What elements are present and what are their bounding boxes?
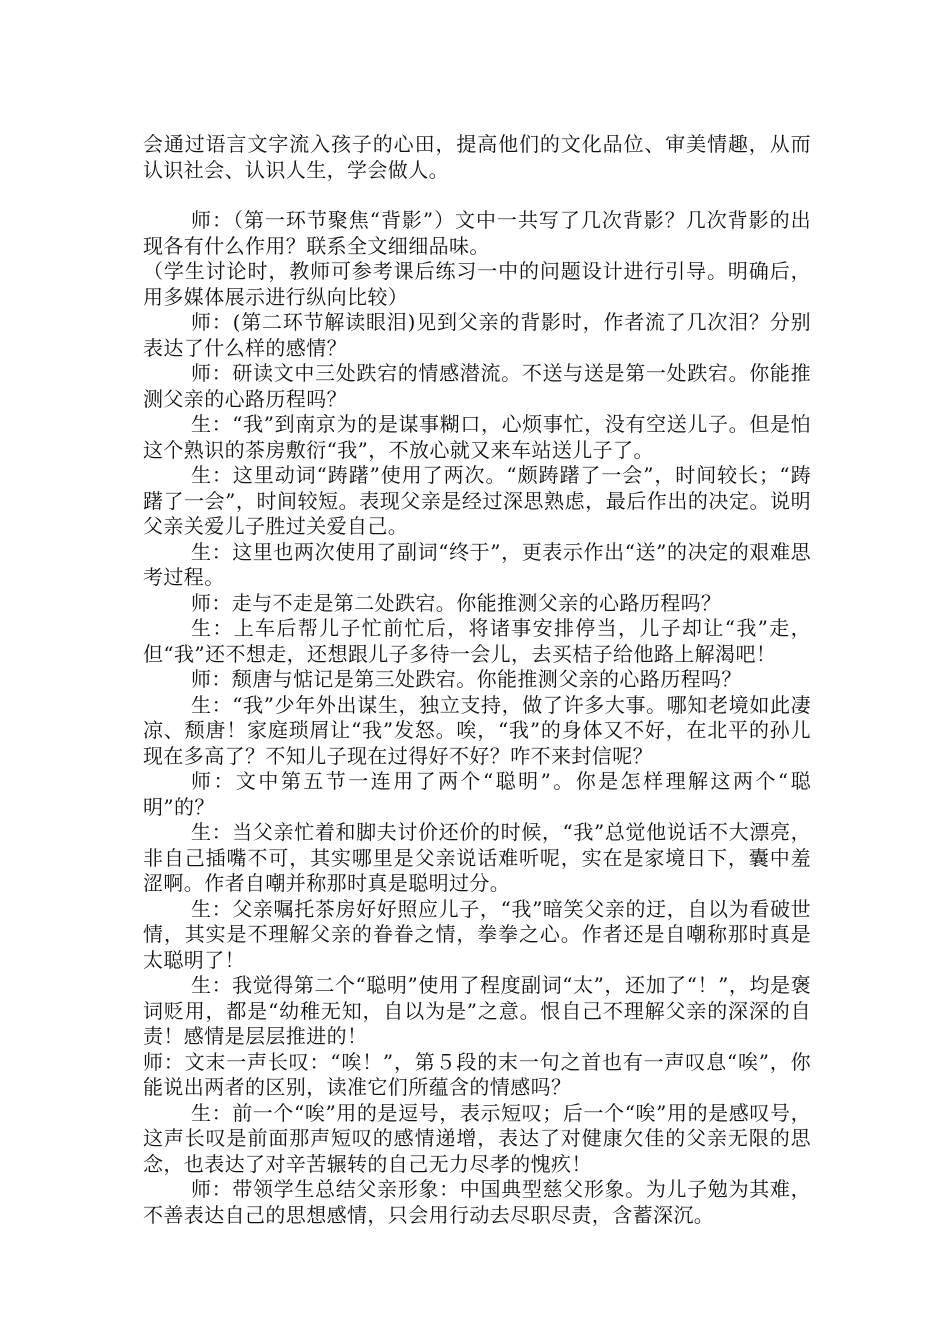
paragraph-teacher-back-view: 师：（第一环节聚焦“背影”）文中一共写了几次背影？几次背影的出现各有什么作用？联系全文细细品味。	[143, 208, 811, 258]
paragraph-student-oranges: 生：上车后帮儿子忙前忙后，将诸事安排停当，儿子却让“我”走，但“我”还不想走，还想跟儿子多待一会儿，去买桔子给他路上解渴吧！	[143, 616, 811, 666]
paragraph-teacher-second-turn: 师：走与不走是第二处跌宕。你能推测父亲的心路历程吗？	[191, 590, 722, 615]
paragraph-student-hesitate: 生：这里动词“踌躇”使用了两次。“颇踌躇了一会”，时间较长；“踌躇了一会”，时间较短。表现父亲是经过深思熟虑，最后作出的决定。说明父亲关爱儿子胜过关爱自己。	[143, 463, 811, 538]
paragraph-student-second-clever: 生：我觉得第二个“聪明”使用了程度副词“太”，还加了“！”，均是褒词贬用，都是“幼稚无知，自以为是”之意。恨自己不理解父亲的深深的自责！感情是层层推进的！	[143, 973, 811, 1048]
paragraph-teacher-sigh: 师：文末一声长叹：“唉！”，第５段的末一句之首也有一声叹息“唉”，你能说出两者的区别，读准它们所蕴含的情感吗？	[143, 1049, 811, 1099]
paragraph-intro: 会通过语言文字流入孩子的心田，提高他们的文化品位、审美情趣，从而认识社会、认识人生，学会做人。	[143, 132, 811, 182]
paragraph-student-sigh: 生：前一个“唉”用的是逗号，表示短叹；后一个“唉”用的是感叹号，这声长叹是前面那声短叹的感情递增，表达了对健康欠佳的父亲无限的思念，也表达了对辛苦辗转的自己无力尽孝的愧疚！	[143, 1100, 811, 1176]
paragraph-teacher-summary: 师：带领学生总结父亲形象：中国典型慈父形象。为儿子勉为其难，不善表达自己的思想感情，只会用行动去尽职尽责，含蓄深沉。	[143, 1177, 811, 1227]
paragraph-note: （学生讨论时，教师可参考课后练习一中的问题设计进行引导。明确后，用多媒体展示进行纵向比较）	[143, 259, 811, 309]
document-body	[143, 132, 811, 1228]
paragraph-student-nanjing: 生：“我”到南京为的是谋事糊口，心烦事忙，没有空送儿子。但是怕这个熟识的茶房敷衍“我”，不放心就又来车站送儿子了。	[143, 412, 811, 462]
paragraph-teacher-first-turn: 师：研读文中三处跌宕的情感潜流。不送与送是第一处跌宕。你能推测父亲的心路历程吗？	[143, 361, 811, 411]
paragraph-teacher-third-turn: 师：颓唐与惦记是第三处跌宕。你能推测父亲的心路历程吗？	[191, 667, 742, 691]
paragraph-student-tea-servant: 生：父亲嘱托茶房好好照应儿子，“我”暗笑父亲的迂，自以为看破世情，其实是不理解父亲的眷眷之情，拳拳之心。作者还是自嘲称那时真是太聪明了！	[143, 896, 811, 972]
paragraph-teacher-clever: 师：文中第五节一连用了两个“聪明”。你是怎样理解这两个“聪明”的？	[143, 769, 811, 819]
paragraph-teacher-tears: 师：(第二环节解读眼泪)见到父亲的背影时，作者流了几次泪？分别表达了什么样的感情？	[143, 310, 811, 360]
paragraph-student-finally: 生：这里也两次使用了副词“终于”，更表示作出“送”的决定的艰难思考过程。	[143, 539, 811, 589]
paragraph-student-old-age: 生：“我”少年外出谋生，独立支持，做了许多大事。哪知老境如此凄凉、颓唐！家庭琐屑让“我”发怒。唉，“我”的身体又不好，在北平的孙儿现在多高了？不知儿子现在过得好不好？咋不来封信呢？	[143, 692, 811, 768]
paragraph-student-bargain: 生：当父亲忙着和脚夫讨价还价的时候，“我”总觉他说话不大漂亮，非自己插嘴不可，其实哪里是父亲说话难听呢，实在是家境日下，囊中羞涩啊。作者自嘲并称那时真是聪明过分。	[143, 820, 811, 895]
